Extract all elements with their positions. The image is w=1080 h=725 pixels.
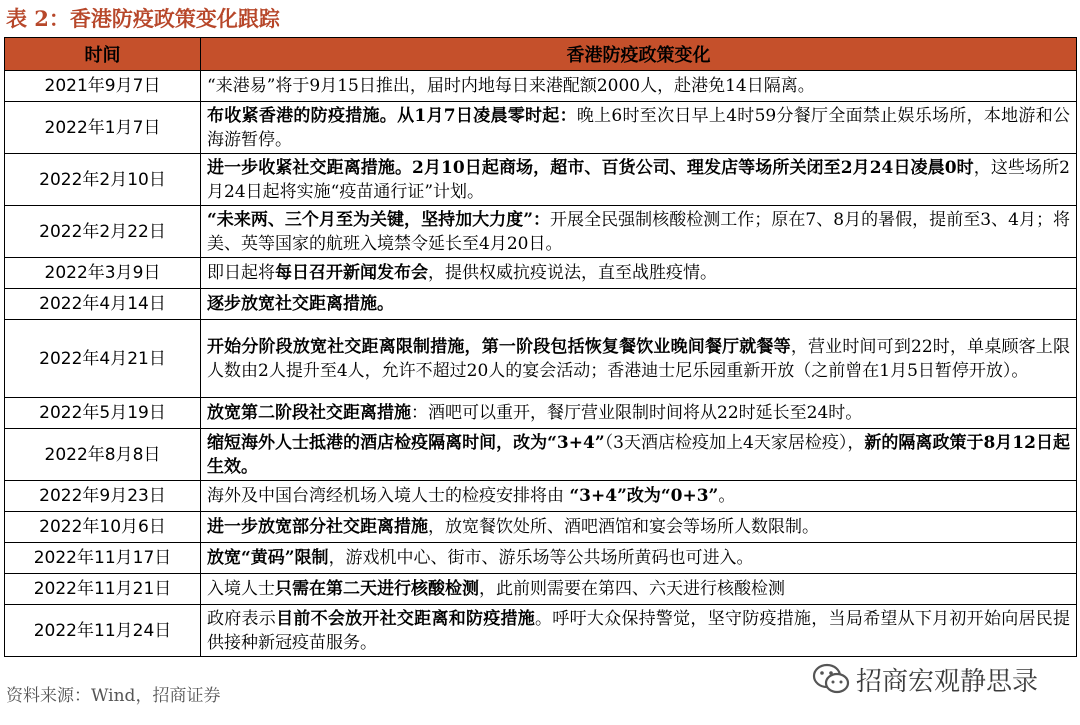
policy-text-bold: “未来两、三个月至为关键，坚持加大力度”： bbox=[207, 209, 551, 230]
policy-text: ，此前则需要在第四、六天进行核酸检测 bbox=[479, 579, 785, 599]
row-date: 2022年1月7日 bbox=[5, 102, 201, 154]
row-date: 2022年11月24日 bbox=[5, 605, 201, 657]
policy-text: “来港易”将于9月15日推出，届时内地每日来港配额2000人，赴港免14日隔离。 bbox=[207, 76, 815, 96]
table-row bbox=[5, 71, 1077, 102]
row-policy bbox=[201, 206, 1077, 258]
row-date: 2022年10月6日 bbox=[5, 512, 201, 543]
table-row bbox=[5, 574, 1077, 605]
table-row bbox=[5, 481, 1077, 512]
row-date: 2021年9月7日 bbox=[5, 71, 201, 102]
policy-table bbox=[4, 37, 1077, 657]
policy-text-bold: 进一步放宽部分社交距离措施 bbox=[207, 517, 428, 537]
row-date: 2022年5月19日 bbox=[5, 398, 201, 429]
row-date: 2022年4月21日 bbox=[5, 320, 201, 398]
row-date: 2022年4月14日 bbox=[5, 289, 201, 320]
row-date: 2022年2月22日 bbox=[5, 206, 201, 258]
policy-text-bold: 逐步放宽社交距离措施。 bbox=[207, 294, 394, 314]
policy-text: 海外及中国台湾经机场入境人士的检疫安排将由 bbox=[207, 486, 570, 506]
row-policy bbox=[201, 481, 1077, 512]
table-row bbox=[5, 543, 1077, 574]
policy-text: ：酒吧可以重开，餐厅营业限制时间将从22时延长至24时。 bbox=[411, 403, 863, 423]
row-date: 2022年2月10日 bbox=[5, 154, 201, 206]
policy-text-bold: 进一步收紧社交距离措施。2月10日起商场，超市、百货公司、理发店等场所关闭至2月24日凌晨0时 bbox=[207, 157, 974, 178]
header-date: 时间 bbox=[5, 38, 201, 71]
row-policy bbox=[201, 429, 1077, 481]
row-date: 2022年11月21日 bbox=[5, 574, 201, 605]
policy-text: ，游戏机中心、街市、游乐场等公共场所黄码也可进入。 bbox=[328, 548, 754, 568]
policy-text-bold: “3+4”改为“0+3” bbox=[569, 486, 719, 506]
policy-text: 晚上6时至次日早上4时59分餐厅全面禁止娱乐场所，本地游和公海游暂停。 bbox=[207, 105, 1070, 150]
row-policy bbox=[201, 543, 1077, 574]
policy-text: 政府表示 bbox=[207, 608, 277, 629]
table-row bbox=[5, 429, 1077, 481]
row-policy bbox=[201, 258, 1077, 289]
table-title: 表 2：香港防疫政策变化跟踪 bbox=[6, 6, 280, 31]
row-policy bbox=[201, 605, 1077, 657]
policy-text-bold: 只需在第二天进行核酸检测 bbox=[275, 579, 479, 599]
table-row bbox=[5, 102, 1077, 154]
policy-text-bold: 放宽第二阶段社交距离措施 bbox=[207, 403, 411, 423]
policy-text: 入境人士 bbox=[207, 579, 275, 599]
policy-text: ，这些场所2月24日起将实施“疫苗通行证”计划。 bbox=[207, 157, 1070, 202]
row-date: 2022年11月17日 bbox=[5, 543, 201, 574]
policy-text: 。 bbox=[718, 486, 736, 506]
table-row bbox=[5, 605, 1077, 657]
row-date: 2022年8月8日 bbox=[5, 429, 201, 481]
policy-text: ，提供权威抗疫说法，直至战胜疫情。 bbox=[428, 263, 717, 283]
policy-text: （3天酒店检疫加上4天家居检疫）， bbox=[604, 432, 865, 453]
watermark-text: 招商宏观静思录 bbox=[856, 666, 1039, 697]
row-policy bbox=[201, 574, 1077, 605]
policy-text: 开展全民强制核酸检测工作；原在7、8月的暑假，提前至3、4月；将美、英等国家的航班入境禁令延长至4月20日。 bbox=[207, 209, 1070, 254]
header-policy: 香港防疫政策变化 bbox=[201, 38, 1077, 71]
policy-text-bold: 每日召开新闻发布会 bbox=[275, 263, 428, 283]
row-policy bbox=[201, 71, 1077, 102]
policy-text-bold: 放宽“黄码”限制 bbox=[207, 548, 329, 568]
table-row bbox=[5, 206, 1077, 258]
row-policy bbox=[201, 154, 1077, 206]
row-policy bbox=[201, 512, 1077, 543]
policy-text: ，营业时间可到22时，单桌顾客上限人数由2人提升至4人，允许不超过20人的宴会活动；香港迪士尼乐园重新开放（之前曾在1月5日暂停开放）。 bbox=[207, 336, 1071, 381]
wechat-watermark bbox=[812, 659, 1038, 699]
policy-text: ，放宽餐饮处所、酒吧酒馆和宴会等场所人数限制。 bbox=[428, 517, 819, 537]
policy-text: 。呼吁大众保持警觉，坚守防疫措施，当局希望从下月初开始向居民提供接种新冠疫苗服务。 bbox=[207, 608, 1071, 653]
table-row bbox=[5, 154, 1077, 206]
source-note: 资料来源：Wind，招商证券 bbox=[6, 686, 221, 706]
policy-text-bold: 布收紧香港的防疫措施。从1月7日凌晨零时起： bbox=[207, 105, 577, 126]
row-date: 2022年3月9日 bbox=[5, 258, 201, 289]
wechat-icon bbox=[812, 663, 850, 695]
policy-text-bold: 开始分阶段放宽社交距离限制措施，第一阶段包括恢复餐饮业晚间餐厅就餐等 bbox=[207, 336, 791, 357]
row-policy bbox=[201, 320, 1077, 398]
policy-text-bold: 目前不会放开社交距离和防疫措施 bbox=[276, 608, 536, 629]
table-row bbox=[5, 512, 1077, 543]
row-policy bbox=[201, 102, 1077, 154]
table-header-row bbox=[5, 38, 1077, 71]
table-row bbox=[5, 289, 1077, 320]
row-policy bbox=[201, 398, 1077, 429]
policy-text-bold: 缩短海外人士抵港的酒店检疫隔离时间，改为“3+4” bbox=[207, 432, 605, 453]
table-row bbox=[5, 258, 1077, 289]
row-policy bbox=[201, 289, 1077, 320]
policy-text: 即日起将 bbox=[207, 263, 275, 283]
table-row bbox=[5, 398, 1077, 429]
row-date: 2022年9月23日 bbox=[5, 481, 201, 512]
policy-text-bold: 新的隔离政策于8月12日起生效。 bbox=[207, 432, 1070, 477]
table-row bbox=[5, 320, 1077, 398]
